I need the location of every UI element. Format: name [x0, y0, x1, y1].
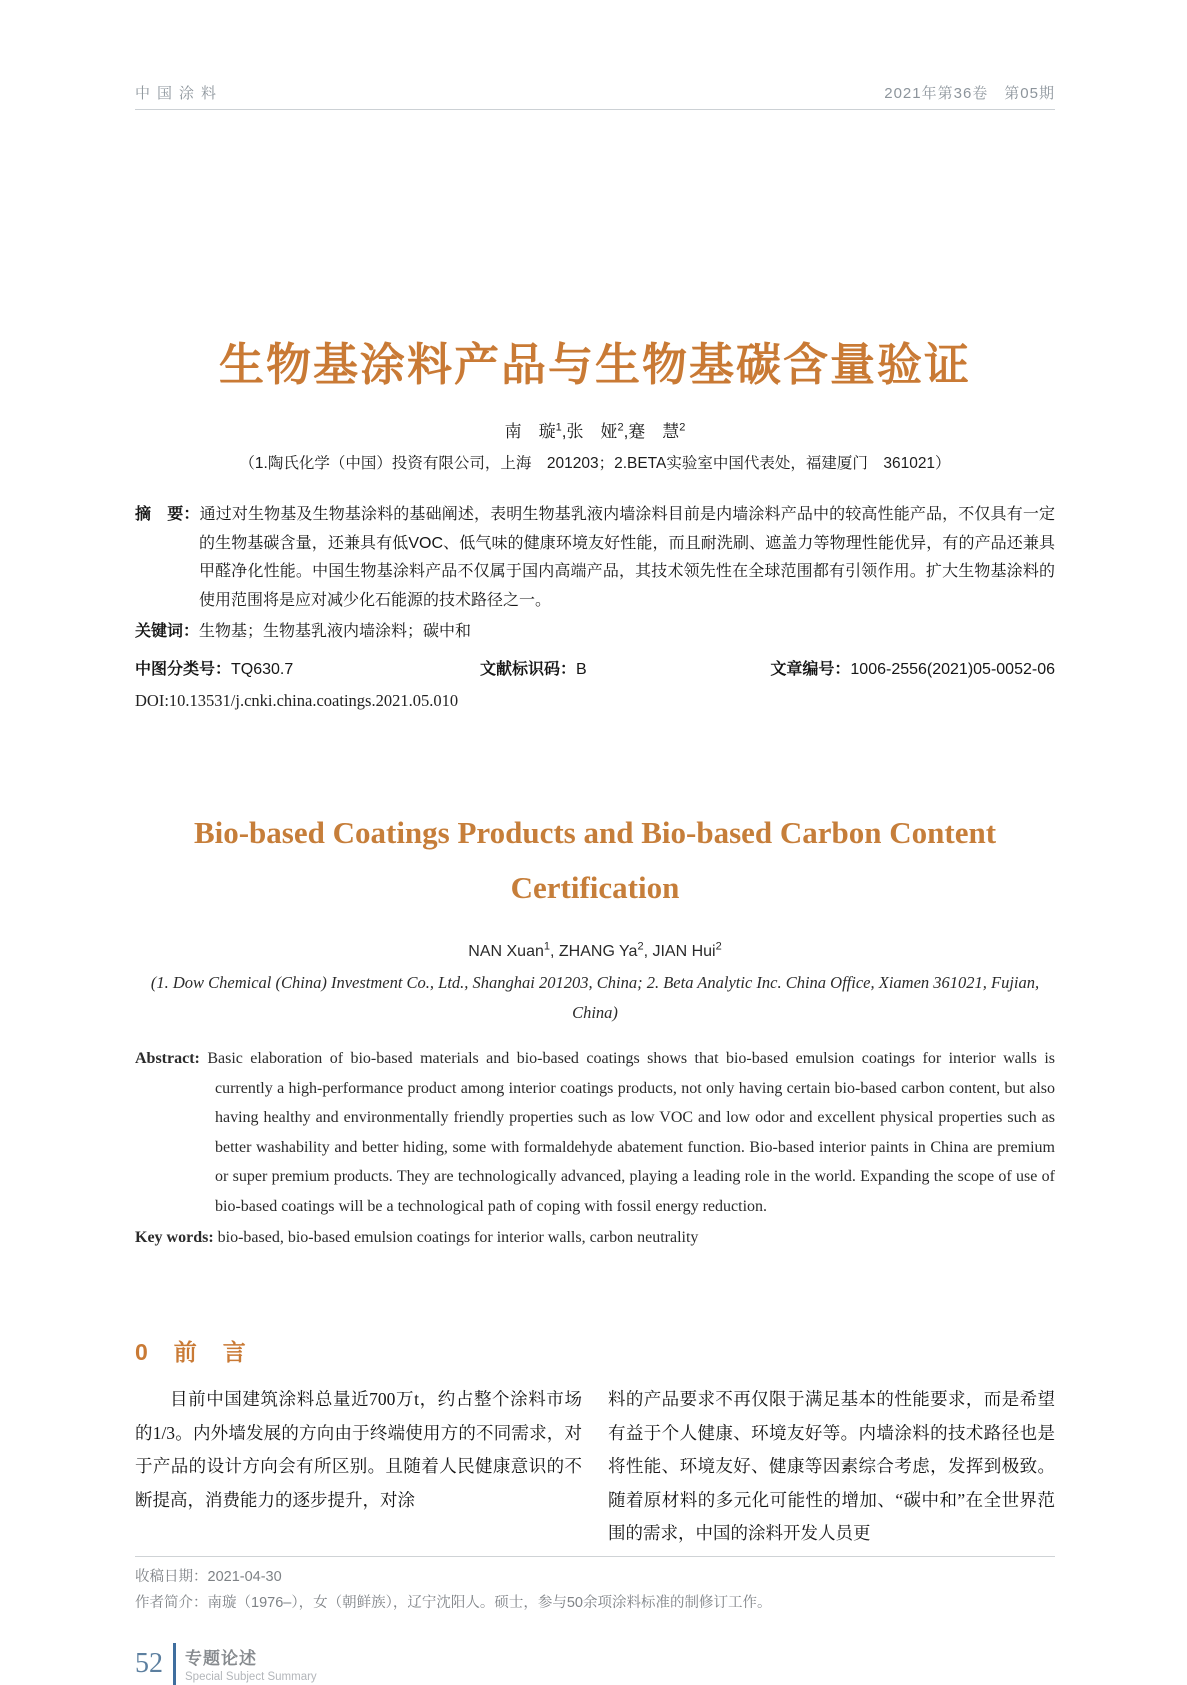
keywords-en-text: bio-based, bio-based emulsion coatings for interior walls, carbon neutrality [217, 1229, 699, 1247]
journal-name: 中国涂料 [135, 85, 224, 102]
article-title-cn: 生物基涂料产品与生物基碳含量验证 [218, 339, 971, 390]
column-label-cn: 专题论述 [185, 1649, 257, 1669]
section-heading [135, 1334, 1055, 1367]
body-paragraph: 目前中国建筑涂料总量近700万t，约占整个涂料市场的1/3。内外墙发展的方向由于终端使用方的不同需求，对于产品的设计方向会有所区别。且随着人民健康意识的不断提高，消费能力的逐步提升，对涂 [135, 1389, 582, 1510]
author-cn: 南 璇$^1$, [504, 421, 567, 441]
abstract-cn [135, 501, 1055, 615]
body-columns [135, 1383, 1055, 1551]
page-footer [135, 1643, 1055, 1685]
keywords-cn-text: 生物基；生物基乳液内墙涂料；碳中和 [199, 623, 472, 640]
abstract-en-label: Abstract: [135, 1050, 200, 1068]
authors-cn [135, 417, 1055, 442]
footnote-divider [135, 1556, 1055, 1557]
article-id: 文章编号：1006-2556(2021)05-0052-06 [770, 661, 1055, 678]
page-number: 52 [135, 1647, 163, 1679]
keywords-en-label: Key words: [135, 1229, 214, 1247]
running-head [135, 0, 1055, 110]
clc-number: 中图分类号：TQ630.7 [135, 661, 294, 678]
author-en: NAN Xuan$^1$, [468, 941, 559, 961]
column-label-en: Special Subject Summary [185, 1671, 317, 1684]
body-column-right [608, 1383, 1055, 1551]
authors-en [135, 941, 1055, 961]
keywords-cn-label: 关键词： [135, 623, 200, 640]
author-en: JIAN Hui$^2$ [652, 941, 722, 961]
abstract-en-text: Basic elaboration of bio-based materials and bio-based coatings shows that bio-based emulsion coatings for interior walls is currently a high-performance product among interior coatings products, not only having certain bio-based carbon content, but also having healthy and environmentally friendly properties such as low VOC and low odor and excellent physical properties such as better washability and better hiding, some with formaldehyde abatement function. Bio-based interior paints in China are premium or super premium products. They are technologically advanced, playing a leading role in the world. Expanding the scope of use of bio-based coatings will be a technological path of coping with fossil energy reduction. [207, 1050, 1055, 1215]
section-title: 前言 [173, 1339, 272, 1366]
body-column-left [135, 1383, 582, 1551]
abstract-cn-label: 摘 要： [135, 506, 200, 523]
footer-bar [173, 1643, 176, 1685]
article-title-en: Bio-based Coatings Products and Bio-based Carbon Content Certification [193, 815, 997, 905]
doi: DOI:10.13531/j.cnki.china.coatings.2021.05.010 [135, 691, 459, 710]
author-bio: 作者简介：南璇（1976–），女（朝鲜族），辽宁沈阳人。硕士，参与50余项涂料标准的制修订工作。 [135, 1595, 772, 1612]
keywords-en [135, 1223, 1055, 1252]
author-cn: 蹇 慧$^2$ [628, 421, 686, 441]
abstract-en [135, 1044, 1055, 1221]
issue-info: 2021年第36卷 第05期 [884, 85, 1055, 102]
document-code: 文献标识码：B [480, 661, 587, 678]
classification-row [135, 656, 1055, 679]
body-paragraph: 料的产品要求不再仅限于满足基本的性能要求，而是希望有益于个人健康、环境友好等。内墙涂料的技术路径也是将性能、环境友好、健康等因素综合考虑，发挥到极致。随着原材料的多元化可能性的增加、“碳中和”在全世界范围的需求，中国的涂料开发人员更 [608, 1389, 1055, 1544]
footnotes [135, 1564, 1055, 1617]
column-label [185, 1644, 317, 1683]
author-cn: 张 娅$^2$, [566, 421, 629, 441]
affiliation-en: (1. Dow Chemical (China) Investment Co., Ltd., Shanghai 201203, China; 2. Beta Analytic Inc. China Office, Xiamen 361021, Fujian, China) [150, 973, 1040, 1023]
affiliation-cn: （1.陶氏化学（中国）投资有限公司，上海 201203；2.BETA实验室中国代表处，福建厦门 361021） [239, 455, 951, 472]
author-en: ZHANG Ya$^2$, [558, 941, 653, 961]
received-date: 收稿日期：2021-04-30 [135, 1568, 282, 1585]
abstract-cn-text: 通过对生物基及生物基涂料的基础阐述，表明生物基乳液内墙涂料目前是内墙涂料产品中的较高性能产品，不仅具有一定的生物基碳含量，还兼具有低VOC、低气味的健康环境友好性能，而且耐洗刷、遮盖力等物理性能优异，有的产品还兼具甲醛净化性能。中国生物基涂料产品不仅属于国内高端产品，其技术领先性在全球范围都有引领作用。扩大生物基涂料的使用范围将是应对减少化石能源的技术路径之一。 [199, 506, 1055, 609]
keywords-cn [135, 618, 1055, 646]
section-number: 0 [135, 1339, 148, 1366]
